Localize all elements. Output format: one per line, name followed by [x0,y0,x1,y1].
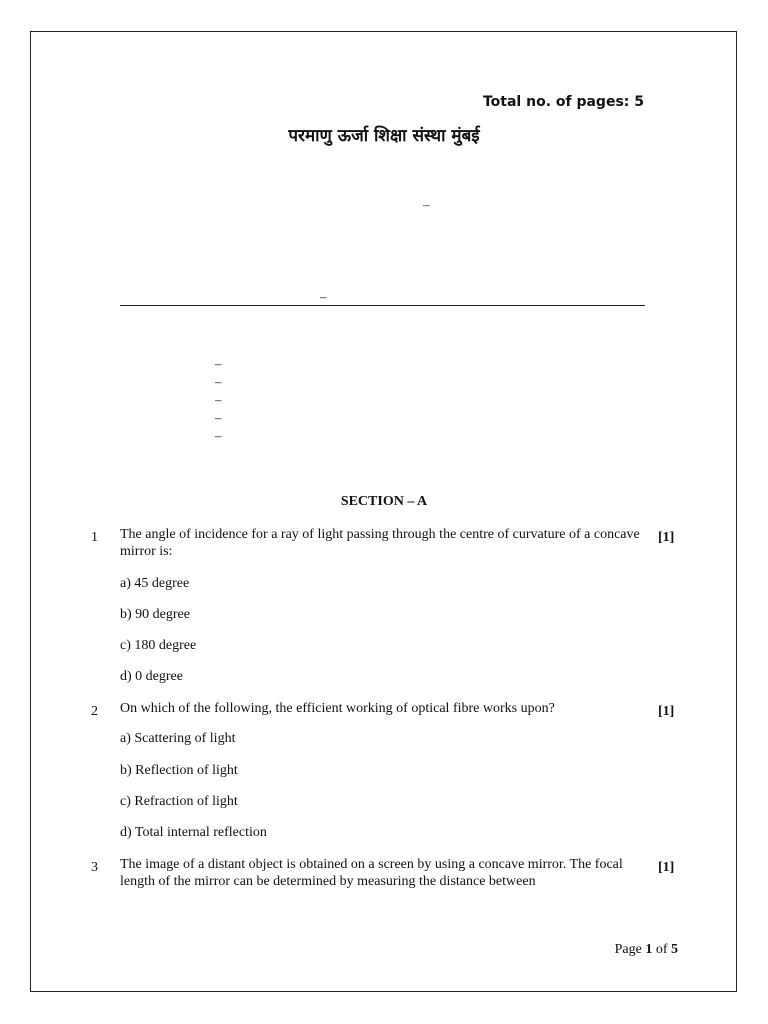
dash-mark: – [215,410,222,425]
dash-mark: – [215,392,222,407]
horizontal-rule [120,305,645,306]
question-marks: [1] [658,860,675,875]
option-item: b) 90 degree [120,607,190,622]
question-text: On which of the following, the efficient working of optical fibre works upon? [120,701,555,716]
dash-mark: – [215,356,222,371]
question-text: The angle of incidence for a ray of light passing through the centre of curvature of a concave mirror is: [120,527,640,559]
option-item: a) 45 degree [120,576,190,591]
total-pages-label: Total no. of pages: 5 [482,94,644,110]
question-marks: [1] [658,530,675,545]
page-border [30,31,737,992]
page-total: 5 [671,942,678,957]
option-item: d) Total internal reflection [120,825,267,840]
dash-mark: – [215,374,222,389]
institution-title: परमाणु ऊर्जा शिक्षा संस्था मुंबई [288,126,480,146]
option-item: b) Reflection of light [120,763,238,778]
question-text: The image of a distant object is obtained on a screen by using a concave mirror. The focal length of the mirror can be determined by measuring the distance between [120,857,623,889]
question-number: 3 [91,860,98,875]
option-item: c) Refraction of light [120,794,238,809]
page-number: 1 [645,942,653,957]
option-item: d) 0 degree [120,669,183,684]
page-word: Page [614,942,646,957]
section-heading: SECTION – A [340,494,428,509]
of-word: of [652,942,671,957]
option-item: c) 180 degree [120,638,197,653]
dash-mark: – [215,428,222,443]
question-number: 1 [91,530,98,545]
dash-mark: – [320,289,327,304]
question-marks: [1] [658,704,675,719]
question-number: 2 [91,704,98,719]
dash-mark: – [423,197,430,212]
option-item: a) Scattering of light [120,731,236,746]
page-footer [615,942,678,958]
